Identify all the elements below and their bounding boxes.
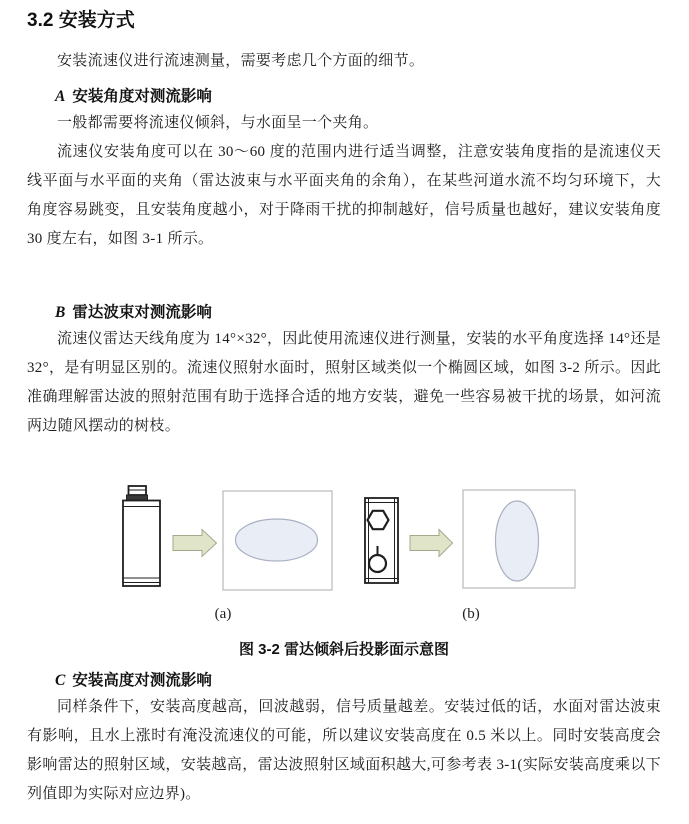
section-letter-c: C — [55, 672, 66, 689]
radar-device-front-icon — [365, 498, 398, 583]
paragraph-c1: 同样条件下，安装高度越高，回波越弱，信号质量越差。安装过低的话，水面对雷达波束有影响，且水上涨时有淹没流速仪的可能，所以建议安装高度在 0.5 米以上。同时安装高度会影响雷达的照射区域，安装越高，雷达波照射区域面积越大,可参考表 3-1(实际安装高度乘以下列值即为实际对应边界)。 — [27, 699, 661, 802]
section-heading-a — [27, 85, 661, 109]
subfigure-a-label: (a) — [214, 606, 232, 622]
section-heading-b — [27, 301, 661, 325]
section-heading-b-text: 雷达波束对测流影响 — [72, 304, 212, 321]
figure-3-2 — [0, 478, 689, 628]
intro-paragraph: 安装流速仪进行流速测量，需要考虑几个方面的细节。 — [57, 53, 425, 69]
paragraph-a1: 一般都需要将流速仪倾斜，与水面呈一个夹角。 — [57, 115, 379, 131]
arrow-right-icon-b — [410, 530, 453, 557]
figure-caption: 图 3-2 雷达倾斜后投影面示意图 — [238, 641, 450, 658]
figure-3-2-drawing — [0, 478, 689, 628]
section-letter-b: B — [55, 304, 66, 321]
hex-nut-icon — [368, 511, 389, 529]
section-letter-a: A — [55, 88, 66, 105]
arrow-right-icon-a — [173, 530, 217, 557]
document-page — [0, 8, 689, 824]
section-heading-a-text: 安装角度对测流影响 — [72, 88, 212, 105]
projection-ellipse-horizontal — [236, 519, 318, 561]
section-heading-c — [27, 669, 661, 693]
device-a-body — [123, 501, 160, 587]
device-b-lens-circle — [369, 555, 386, 572]
page-title: 3.2 安装方式 — [27, 10, 135, 31]
subfigure-b-label: (b) — [462, 606, 480, 622]
paragraph-b1: 流速仪雷达天线角度为 14°×32°，因此使用流速仪进行测量，安装的水平角度选择 14°还是 32°，是有明显区别的。流速仪照射水面时，照射区域类似一个椭圆区域，如图 3-2 所示。因此准确理解雷达波的照射范围有助于选择合适的地方安装，避免一些容易被干扰的场景，如河流两边随风摆动的树枝。 — [27, 331, 661, 434]
paragraph-a2: 流速仪安装角度可以在 30～60 度的范围内进行适当调整，注意安装角度指的是流速仪天线平面与水平面的夹角（雷达波束与水平面夹角的余角），在某些河道水流不均匀环境下，大角度容易跳变，且安装角度越小，对于降雨干扰的抑制越好，信号质量也越好，建议安装角度 30 度左右，如图 3-1 所示。 — [27, 144, 661, 247]
projection-ellipse-vertical — [496, 501, 539, 581]
radar-device-side-icon — [123, 486, 160, 586]
section-heading-c-text: 安装高度对测流影响 — [72, 672, 212, 689]
